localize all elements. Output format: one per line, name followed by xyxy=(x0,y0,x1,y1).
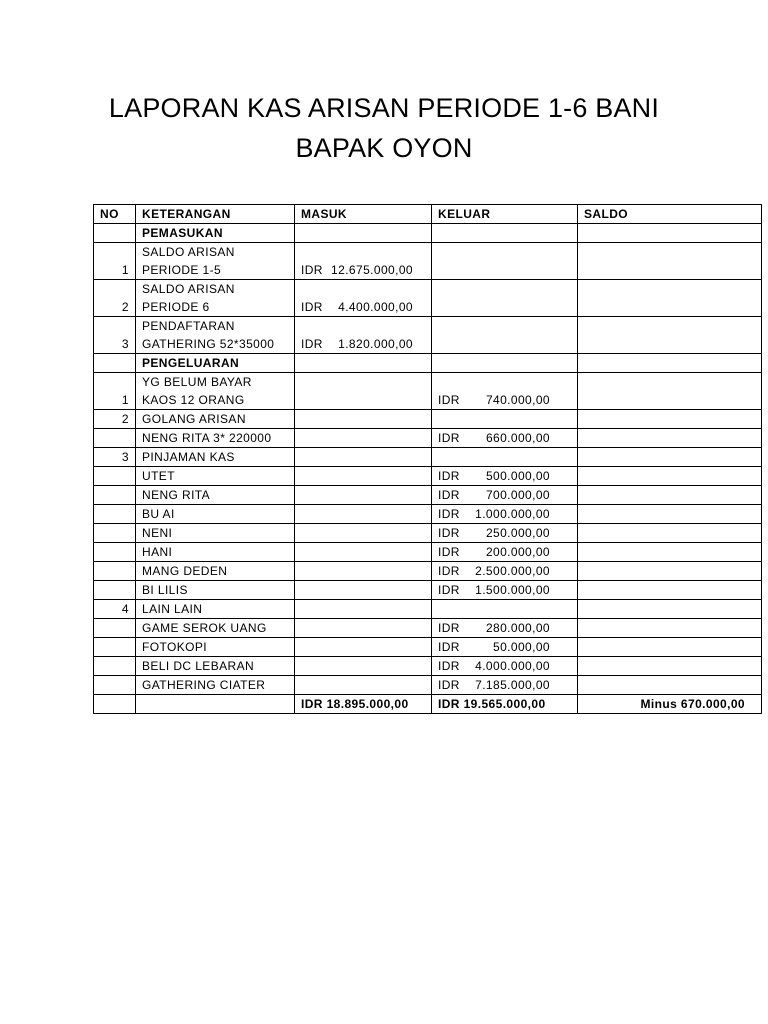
row-keluar-currency: IDR xyxy=(438,507,460,521)
table-row xyxy=(94,562,762,581)
row-keluar xyxy=(432,448,578,467)
row-masuk xyxy=(295,429,432,448)
row-number xyxy=(94,543,136,562)
row-masuk xyxy=(295,224,432,243)
row-number xyxy=(94,429,136,448)
row-keluar xyxy=(432,467,578,486)
row-masuk xyxy=(295,243,432,280)
row-masuk xyxy=(295,524,432,543)
row-description-line: FOTOKOPI xyxy=(142,640,207,654)
row-description-line: GATHERING 52*35000 xyxy=(142,337,275,351)
table-row xyxy=(94,429,762,448)
row-saldo xyxy=(578,581,762,600)
row-description xyxy=(136,243,295,280)
row-keluar xyxy=(432,429,578,448)
row-masuk xyxy=(295,505,432,524)
row-number xyxy=(94,467,136,486)
row-saldo xyxy=(578,317,762,354)
row-keluar xyxy=(432,524,578,543)
row-masuk xyxy=(295,600,432,619)
row-description-line: LAIN LAIN xyxy=(142,602,203,616)
row-description-line: PENDAFTARAN xyxy=(142,319,235,333)
row-description xyxy=(136,524,295,543)
row-keluar-amount: 700.000,00 xyxy=(485,488,550,502)
row-description xyxy=(136,657,295,676)
total-saldo: Minus 670.000,00 xyxy=(578,695,762,714)
row-keluar xyxy=(432,354,578,373)
row-saldo xyxy=(578,467,762,486)
row-number xyxy=(94,524,136,543)
row-keluar-currency: IDR xyxy=(438,659,460,673)
row-masuk-amount: 12.675.000,00 xyxy=(331,263,413,277)
report-title xyxy=(0,88,768,168)
row-masuk xyxy=(295,638,432,657)
row-keluar-amount: 200.000,00 xyxy=(485,545,550,559)
row-description-line: PINJAMAN KAS xyxy=(142,450,235,464)
row-keluar xyxy=(432,543,578,562)
table-row xyxy=(94,619,762,638)
row-keluar-currency: IDR xyxy=(438,564,460,578)
cash-report-table xyxy=(93,204,762,714)
row-masuk xyxy=(295,354,432,373)
row-keluar-currency: IDR xyxy=(438,488,460,502)
row-keluar-currency: IDR xyxy=(438,431,460,445)
row-keluar xyxy=(432,224,578,243)
row-number xyxy=(94,581,136,600)
row-saldo xyxy=(578,638,762,657)
table-row xyxy=(94,638,762,657)
column-header-keluar: KELUAR xyxy=(432,205,578,224)
table-row xyxy=(94,280,762,317)
row-description-line: HANI xyxy=(142,545,173,559)
row-number xyxy=(94,224,136,243)
table-row xyxy=(94,448,762,467)
row-saldo xyxy=(578,505,762,524)
row-saldo xyxy=(578,373,762,410)
row-description xyxy=(136,486,295,505)
table-row xyxy=(94,486,762,505)
row-description xyxy=(136,224,295,243)
row-keluar xyxy=(432,410,578,429)
row-description-line: PENGELUARAN xyxy=(142,356,240,370)
row-description-line: GOLANG ARISAN xyxy=(142,412,246,426)
row-masuk xyxy=(295,676,432,695)
row-description xyxy=(136,638,295,657)
column-header-saldo: SALDO xyxy=(578,205,762,224)
row-description-line: UTET xyxy=(142,469,175,483)
row-masuk xyxy=(295,619,432,638)
row-description xyxy=(136,543,295,562)
row-saldo xyxy=(578,243,762,280)
row-keluar xyxy=(432,562,578,581)
row-masuk-amount: 4.400.000,00 xyxy=(338,300,413,314)
row-description xyxy=(136,429,295,448)
row-keluar xyxy=(432,600,578,619)
row-description-line: PERIODE 1-5 xyxy=(142,263,222,277)
row-description xyxy=(136,600,295,619)
row-saldo xyxy=(578,600,762,619)
row-description-line: KAOS 12 ORANG xyxy=(142,393,245,407)
row-masuk-amount: 1.820.000,00 xyxy=(338,337,413,351)
row-saldo xyxy=(578,619,762,638)
row-masuk-currency: IDR xyxy=(301,263,323,277)
row-description-line: NENI xyxy=(142,526,173,540)
row-saldo xyxy=(578,562,762,581)
row-description xyxy=(136,562,295,581)
row-keluar-amount: 2.500.000,00 xyxy=(475,564,550,578)
row-keluar xyxy=(432,317,578,354)
row-keluar-currency: IDR xyxy=(438,393,460,407)
row-number: 3 xyxy=(94,317,136,354)
row-keluar xyxy=(432,243,578,280)
totals-row xyxy=(94,695,762,714)
row-masuk xyxy=(295,657,432,676)
column-header-keterangan: KETERANGAN xyxy=(136,205,295,224)
row-keluar xyxy=(432,581,578,600)
report-title-line-2: BAPAK OYON xyxy=(295,133,473,163)
row-masuk xyxy=(295,448,432,467)
row-masuk xyxy=(295,467,432,486)
row-masuk xyxy=(295,280,432,317)
row-description xyxy=(136,280,295,317)
row-description-line: SALDO ARISAN xyxy=(142,282,235,296)
column-header-no: NO xyxy=(94,205,136,224)
section-row xyxy=(94,354,762,373)
total-masuk: IDR 18.895.000,00 xyxy=(295,695,432,714)
row-keluar xyxy=(432,280,578,317)
row-saldo xyxy=(578,657,762,676)
row-keluar-amount: 250.000,00 xyxy=(485,526,550,540)
row-number: 4 xyxy=(94,600,136,619)
row-saldo xyxy=(578,280,762,317)
table-row xyxy=(94,243,762,280)
column-header-masuk: MASUK xyxy=(295,205,432,224)
cash-report-body xyxy=(94,205,762,714)
row-keluar-currency: IDR xyxy=(438,526,460,540)
total-keluar: IDR 19.565.000,00 xyxy=(432,695,578,714)
row-description-line: GATHERING CIATER xyxy=(142,678,266,692)
row-number xyxy=(94,354,136,373)
row-masuk xyxy=(295,581,432,600)
row-number xyxy=(94,619,136,638)
table-row xyxy=(94,317,762,354)
row-keluar xyxy=(432,505,578,524)
table-row xyxy=(94,676,762,695)
row-number: 1 xyxy=(94,373,136,410)
row-number xyxy=(94,657,136,676)
row-keluar-amount: 740.000,00 xyxy=(485,393,550,407)
row-keluar xyxy=(432,638,578,657)
row-keluar xyxy=(432,619,578,638)
row-masuk xyxy=(295,543,432,562)
row-description-line: PERIODE 6 xyxy=(142,300,210,314)
row-description-line: BELI DC LEBARAN xyxy=(142,659,255,673)
table-row xyxy=(94,373,762,410)
table-row xyxy=(94,410,762,429)
row-saldo xyxy=(578,224,762,243)
row-keluar-currency: IDR xyxy=(438,640,460,654)
table-row xyxy=(94,657,762,676)
row-description xyxy=(136,373,295,410)
row-description-line: MANG DEDEN xyxy=(142,564,228,578)
row-number: 2 xyxy=(94,280,136,317)
row-number xyxy=(94,638,136,657)
row-keluar-amount: 1.500.000,00 xyxy=(475,583,550,597)
totals-no xyxy=(94,695,136,714)
table-row xyxy=(94,524,762,543)
row-description xyxy=(136,619,295,638)
row-number xyxy=(94,676,136,695)
table-row xyxy=(94,543,762,562)
row-number: 1 xyxy=(94,243,136,280)
row-masuk xyxy=(295,486,432,505)
row-description xyxy=(136,676,295,695)
row-description xyxy=(136,581,295,600)
row-keluar-currency: IDR xyxy=(438,583,460,597)
row-keluar-amount: 4.000.000,00 xyxy=(475,659,550,673)
row-keluar-amount: 660.000,00 xyxy=(485,431,550,445)
row-description-line: NENG RITA xyxy=(142,488,211,502)
row-saldo xyxy=(578,676,762,695)
table-row xyxy=(94,581,762,600)
row-keluar-amount: 280.000,00 xyxy=(485,621,550,635)
table-row xyxy=(94,505,762,524)
row-number xyxy=(94,505,136,524)
row-description-line: SALDO ARISAN xyxy=(142,245,235,259)
row-keluar xyxy=(432,373,578,410)
row-masuk-currency: IDR xyxy=(301,300,323,314)
table-row xyxy=(94,600,762,619)
row-masuk xyxy=(295,373,432,410)
row-keluar-amount: 500.000,00 xyxy=(485,469,550,483)
row-description-line: GAME SEROK UANG xyxy=(142,621,267,635)
table-row xyxy=(94,467,762,486)
row-keluar xyxy=(432,657,578,676)
row-description xyxy=(136,505,295,524)
row-keluar-amount: 7.185.000,00 xyxy=(475,678,550,692)
row-masuk xyxy=(295,317,432,354)
table-header-row xyxy=(94,205,762,224)
row-number: 3 xyxy=(94,448,136,467)
row-saldo xyxy=(578,486,762,505)
row-keluar xyxy=(432,486,578,505)
row-description-line: BU AI xyxy=(142,507,175,521)
row-keluar-currency: IDR xyxy=(438,469,460,483)
row-masuk-currency: IDR xyxy=(301,337,323,351)
row-keluar-amount: 1.000.000,00 xyxy=(475,507,550,521)
row-number xyxy=(94,562,136,581)
row-saldo xyxy=(578,410,762,429)
totals-description xyxy=(136,695,295,714)
row-saldo xyxy=(578,448,762,467)
row-saldo xyxy=(578,524,762,543)
row-description xyxy=(136,354,295,373)
report-title-line-1: LAPORAN KAS ARISAN PERIODE 1-6 BANI xyxy=(108,93,660,123)
row-description xyxy=(136,448,295,467)
row-number xyxy=(94,486,136,505)
row-masuk xyxy=(295,410,432,429)
row-description xyxy=(136,410,295,429)
row-description-line: BI LILIS xyxy=(142,583,188,597)
row-description-line: PEMASUKAN xyxy=(142,226,223,240)
section-row xyxy=(94,224,762,243)
row-saldo xyxy=(578,354,762,373)
row-description-line: YG BELUM BAYAR xyxy=(142,375,252,389)
row-keluar-currency: IDR xyxy=(438,678,460,692)
row-keluar-currency: IDR xyxy=(438,545,460,559)
row-masuk xyxy=(295,562,432,581)
row-keluar xyxy=(432,676,578,695)
row-saldo xyxy=(578,543,762,562)
row-description xyxy=(136,317,295,354)
row-description-line: NENG RITA 3* 220000 xyxy=(142,431,272,445)
row-keluar-amount: 50.000,00 xyxy=(493,640,550,654)
row-description xyxy=(136,467,295,486)
row-number: 2 xyxy=(94,410,136,429)
row-saldo xyxy=(578,429,762,448)
row-keluar-currency: IDR xyxy=(438,621,460,635)
